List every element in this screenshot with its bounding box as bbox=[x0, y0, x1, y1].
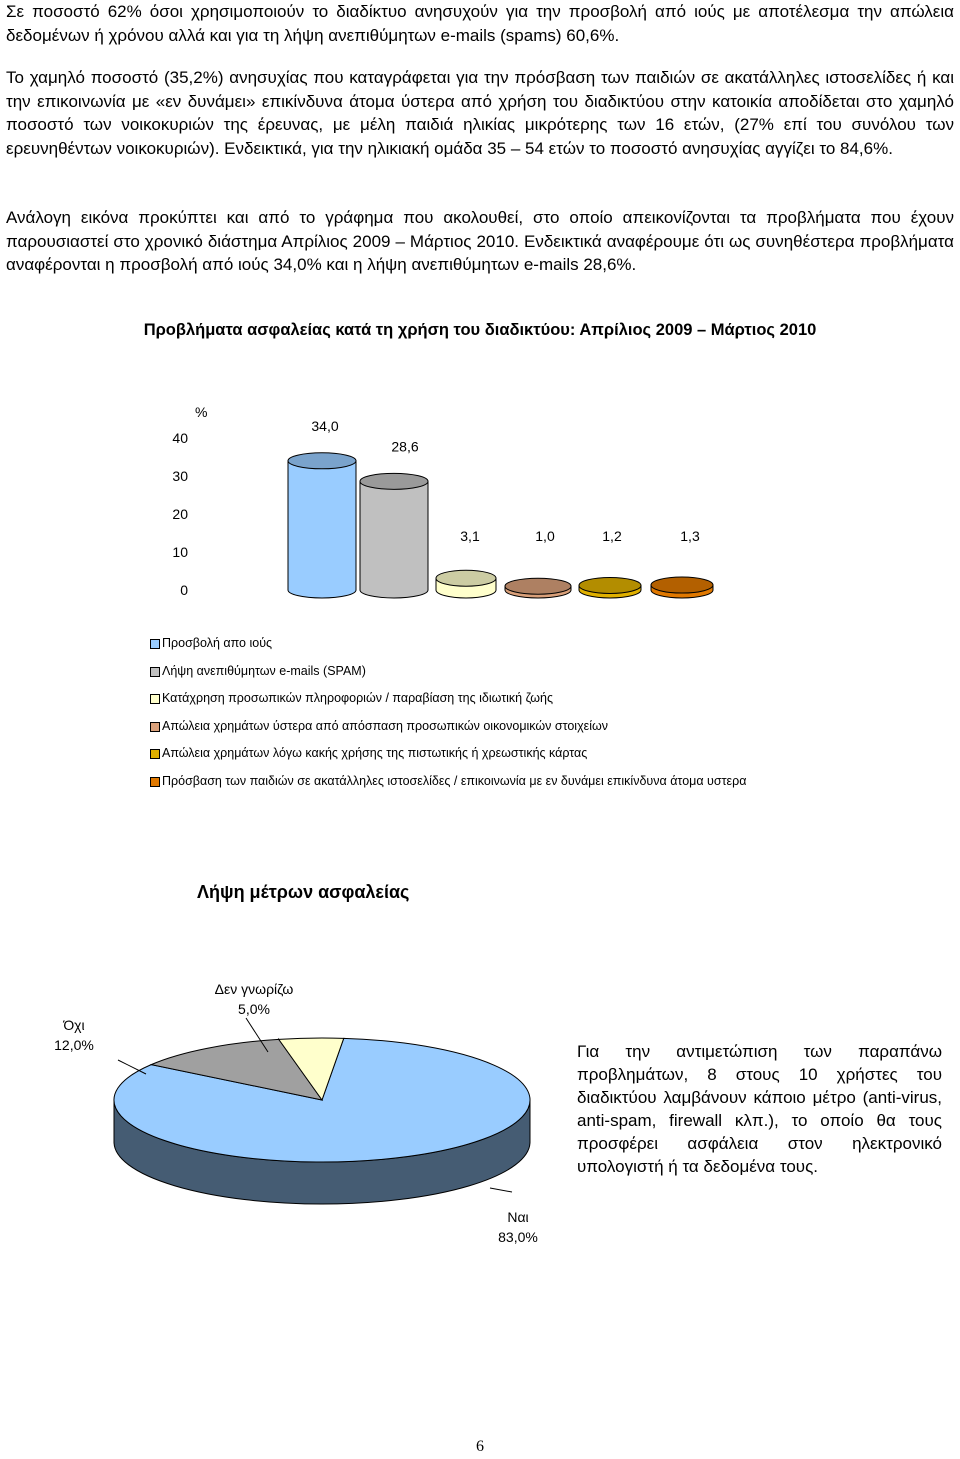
bar-chart-title: Προβλήματα ασφαλείας κατά τη χρήση του διαδικτύου: Απρίλιος 2009 – Μάρτιος 2010 bbox=[143, 321, 817, 339]
legend-swatch bbox=[150, 667, 160, 677]
y-tick-label: 10 bbox=[172, 544, 188, 560]
bar bbox=[288, 453, 356, 598]
y-tick-label: 40 bbox=[172, 430, 188, 446]
legend-label: Κατάχρηση προσωπικών πληροφοριών / παραβίαση της ιδιωτική ζωής bbox=[162, 691, 554, 705]
pie-category-label: Όχι bbox=[63, 1017, 85, 1033]
bar bbox=[360, 473, 428, 598]
bar-value-label: 1,3 bbox=[680, 528, 700, 544]
bar-value-label: 1,2 bbox=[602, 528, 622, 544]
legend-label: Πρόσβαση των παιδιών σε ακατάλληλες ιστοσελίδες / επικοινωνία με εν δυνάμει επικίνδυνα άτομα υστερα bbox=[162, 773, 747, 788]
paragraph-chart-intro: Ανάλογη εικόνα προκύπτει και από το γράφημα που ακολουθεί, στο οποίο απεικονίζονται τα προβλήματα που έχουν παρουσιαστεί στο χρονικό διάστημα Απρίλιος 2009 – Μάρτιος 2010. Ενδεικτικά αναφέρουμε ότι ως συνηθέστερα προβλήματα αναφέρονται η προσβολή από ιούς 34,0% και η λήψη ανεπιθύμητων e-mails 28,6%. bbox=[6, 208, 954, 274]
pie-category-label: Δεν γνωρίζω bbox=[214, 981, 294, 997]
y-tick-label: 0 bbox=[180, 582, 188, 598]
legend-label: Προσβολή απο ιούς bbox=[162, 636, 273, 650]
y-tick-label: 30 bbox=[172, 468, 188, 484]
legend-swatch bbox=[150, 722, 160, 732]
bar bbox=[579, 577, 641, 598]
legend-swatch bbox=[150, 777, 160, 787]
bar-value-label: 3,1 bbox=[460, 528, 480, 544]
pie-chart-title: Λήψη μέτρων ασφαλείας bbox=[197, 882, 410, 902]
y-axis-label: % bbox=[195, 404, 208, 420]
paragraph-intro: Σε ποσοστό 62% όσοι χρησιμοποιούν το διαδίκτυο ανησυχούν για την προσβολή από ιούς με αποτέλεσμα την απώλεια δεδομένων ή χρόνου αλλά και για τη λήψη ανεπιθύμητων e-mails (spams) 60,6%. bbox=[6, 2, 954, 45]
pie-value-label: 83,0% bbox=[498, 1229, 538, 1245]
pie-value-label: 5,0% bbox=[238, 1001, 270, 1017]
pie-leader-line bbox=[490, 1188, 512, 1192]
bar-chart bbox=[0, 395, 960, 695]
y-tick-label: 20 bbox=[172, 506, 188, 522]
legend-label: Απώλεια χρημάτων ύστερα από απόσπαση προσωπικών οικονομικών στοιχείων bbox=[162, 718, 609, 733]
bar-value-label: 34,0 bbox=[311, 417, 339, 434]
legend-label: Λήψη ανεπιθύμητων e-mails (SPAM) bbox=[162, 663, 366, 678]
legend-label: Απώλεια χρημάτων λόγω κακής χρήσης της πιστωτικής ή χρεωστικής κάρτας bbox=[162, 746, 588, 760]
page-number: 6 bbox=[476, 1438, 484, 1455]
bar bbox=[651, 577, 713, 598]
paragraph-children-concern: Το χαμηλό ποσοστό (35,2%) ανησυχίας που καταγράφεται για την πρόσβαση των παιδιών σε ακατάλληλες ιστοσελίδες ή και την επικοινωνία με «εν δυνάμει» επικίνδυνα άτομα ύστερα από χρήση του διαδικτύου στην κατοικία αποδίδεται στο χαμηλό ποσοστό των νοικοκυριών της έρευνας, με μέλη παιδιά ηλικίας μικρότερης των 16 ετών, (27% επί του συνόλου των ερευνηθέντων νοικοκυριών). Ενδεικτικά, για την ηλικιακή ομάδα 35 – 54 ετών το ποσοστό ανησυχίας αγγίζει το 84,6%. bbox=[6, 68, 954, 158]
legend-swatch bbox=[150, 639, 160, 649]
legend-swatch bbox=[150, 749, 160, 759]
pie-leader-line bbox=[118, 1060, 146, 1074]
bar bbox=[505, 578, 571, 598]
bar-value-label: 28,6 bbox=[391, 438, 419, 455]
bar bbox=[436, 570, 496, 598]
bar-value-label: 1,0 bbox=[535, 528, 555, 544]
pie-value-label: 12,0% bbox=[54, 1037, 94, 1053]
pie-category-label: Ναι bbox=[507, 1209, 529, 1225]
legend-swatch bbox=[150, 694, 160, 704]
security-measures-text: Για την αντιμετώπιση των παραπάνω προβλημάτων, 8 στους 10 χρήστες του διαδικτύου λαμβάνουν κάποιο μέτρο (anti-virus, anti-spam, firewall κλπ.), το οποίο θα τους προσφέρει ασφάλεια στον ηλεκτρονικό υπολογιστή ή τα δεδομένα τους. bbox=[577, 1042, 942, 1176]
pie-chart bbox=[0, 970, 570, 1270]
